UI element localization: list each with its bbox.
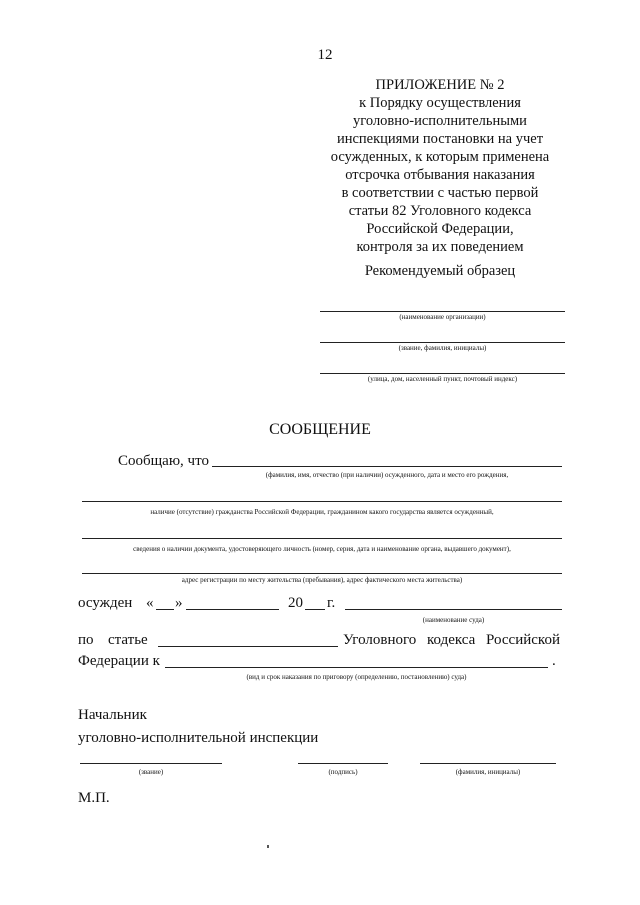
appendix-line: Российской Федерации,: [366, 221, 514, 237]
year-field[interactable]: [305, 609, 325, 610]
day-field[interactable]: [156, 609, 174, 610]
year-prefix: 20: [288, 595, 303, 611]
year-suffix: г.: [327, 595, 336, 611]
scan-mark: [267, 845, 269, 848]
page-number: 12: [317, 47, 333, 63]
document-title: СООБЩЕНИЕ: [269, 421, 371, 438]
identity-document-caption: сведения о наличии документа, удостоверяющего личность (номер, серия, дата и наименование органа, выдавшего документ),: [133, 545, 511, 553]
stamp-place-label: М.П.: [78, 790, 110, 806]
organization-caption: (наименование организации): [399, 313, 486, 321]
convict-name-caption: (фамилия, имя, отчество (при наличии) осужденного, дата и место его рождения,: [265, 471, 509, 479]
report-label: Сообщаю, что: [118, 453, 209, 469]
organization-field[interactable]: [320, 311, 565, 312]
quote-open: «: [146, 595, 154, 611]
period-mark: .: [552, 653, 556, 669]
head-title: Начальник: [78, 707, 147, 723]
rank-name-field[interactable]: [320, 342, 565, 343]
signature-caption: (подпись): [328, 768, 358, 776]
signer-rank-field[interactable]: [80, 763, 222, 764]
criminal-code-label: Уголовного кодекса Российской: [343, 632, 560, 648]
appendix-line: инспекциями постановки на учет: [336, 131, 544, 147]
sentence-caption: (вид и срок наказания по приговору (определению, постановлению) суда): [246, 673, 467, 681]
appendix-line: уголовно-исполнительными: [353, 113, 527, 129]
inspection-title: уголовно-исполнительной инспекции: [78, 730, 319, 746]
residence-address-caption: адрес регистрации по месту жительства (пребывания), адрес фактического места жительства): [181, 576, 463, 584]
appendix-line: ПРИЛОЖЕНИЕ № 2: [375, 77, 505, 93]
residence-address-field[interactable]: [82, 573, 562, 574]
article-label: статье: [108, 632, 148, 648]
address-field[interactable]: [320, 373, 565, 374]
appendix-line: контроля за их поведением: [356, 239, 524, 255]
quote-close: »: [175, 595, 183, 611]
rank-name-caption: (звание, фамилия, инициалы): [398, 344, 487, 352]
sentence-field[interactable]: [165, 667, 548, 668]
court-caption: (наименование суда): [422, 616, 485, 624]
appendix-line: отсрочка отбывания наказания: [345, 167, 535, 183]
recommended-sample-label: Рекомендуемый образец: [364, 263, 516, 279]
identity-document-field[interactable]: [82, 538, 562, 539]
article-po: по: [78, 632, 94, 648]
federation-label: Федерации к: [78, 653, 160, 669]
signature-field[interactable]: [298, 763, 388, 764]
convicted-label: осужден: [78, 595, 133, 611]
appendix-block: [320, 76, 560, 256]
appendix-line: к Порядку осуществления: [359, 95, 521, 111]
signer-name-caption: (фамилия, инициалы): [455, 768, 521, 776]
citizenship-caption: наличие (отсутствие) гражданства Российской Федерации, гражданином какого государства является осужденный,: [150, 508, 494, 516]
appendix-line: осужденных, к которым применена: [330, 149, 550, 165]
appendix-line: в соответствии с частью первой: [341, 185, 539, 201]
convict-name-field[interactable]: [212, 466, 562, 467]
signer-name-field[interactable]: [420, 763, 556, 764]
month-field[interactable]: [186, 609, 279, 610]
appendix-line: статьи 82 Уголовного кодекса: [348, 203, 532, 219]
address-caption: (улица, дом, населенный пункт, почтовый индекс): [367, 375, 518, 383]
article-field[interactable]: [158, 646, 338, 647]
signer-rank-caption: (звание): [138, 768, 164, 776]
citizenship-field[interactable]: [82, 501, 562, 502]
court-field[interactable]: [345, 609, 562, 610]
